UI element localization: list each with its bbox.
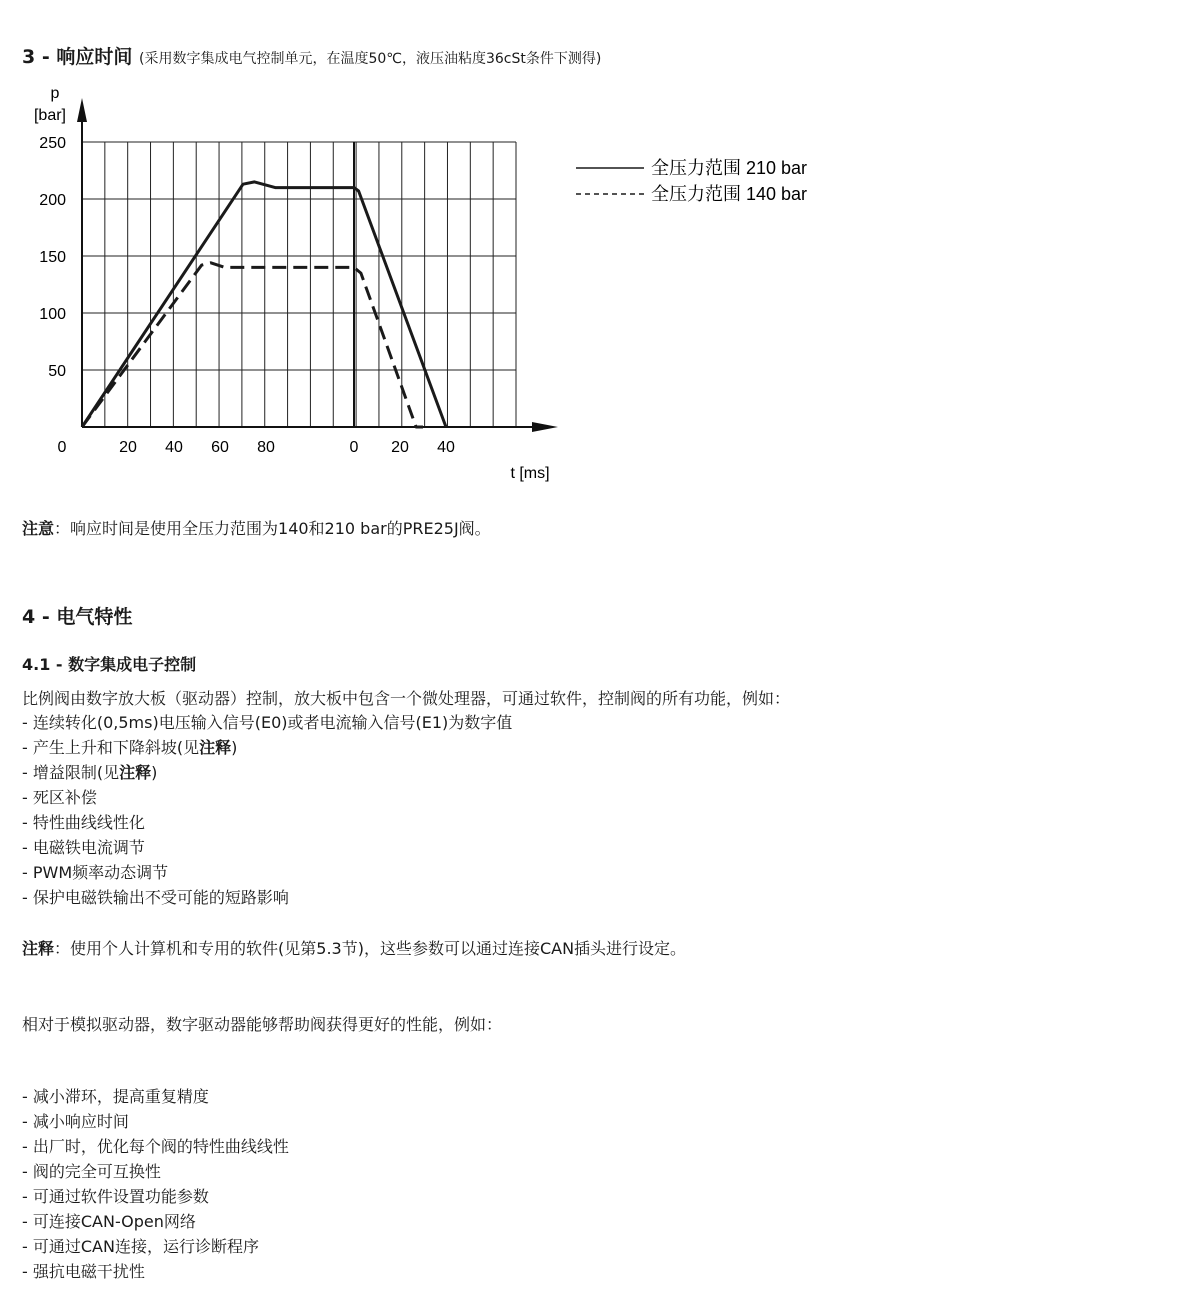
section-4-heading: 4 - 电气特性 xyxy=(22,606,133,628)
list-item: - 增益限制(见注释) xyxy=(22,763,158,782)
list-item: - 减小响应时间 xyxy=(22,1112,129,1131)
settings-note-text: ：使用个人计算机和专用的软件(见第5.3节)，这些参数可以通过连接CAN插头进行设定。 xyxy=(54,939,687,958)
section-3-title: 响应时间 xyxy=(56,46,133,68)
list-item: - 可通过软件设置功能参数 xyxy=(22,1187,209,1206)
section-3-number: 3 - xyxy=(22,46,50,68)
x-axis-label: t [ms] xyxy=(510,465,550,482)
x-tick-label: 60 xyxy=(211,439,229,456)
series-140-bar-line xyxy=(82,263,423,427)
y-tick-label: 150 xyxy=(39,249,66,266)
y-axis-label: p xyxy=(50,85,60,102)
chart-grid xyxy=(82,142,516,427)
response-time-chart xyxy=(0,80,860,500)
list-item: - PWM频率动态调节 xyxy=(22,863,169,882)
chart-legend xyxy=(576,158,807,204)
list-item: - 死区补偿 xyxy=(22,788,97,807)
chart-axes xyxy=(34,85,558,482)
x-tick-label: 20 xyxy=(391,439,409,456)
settings-note xyxy=(22,936,686,959)
response-time-note xyxy=(22,516,491,539)
list-item: - 减小滞环，提高重复精度 xyxy=(22,1087,209,1106)
x-axis-arrow xyxy=(532,422,558,432)
legend-label: 全压力范围 210 bar xyxy=(651,158,808,178)
see-note-link: 注释 xyxy=(119,763,152,782)
list-item: - 电磁铁电流调节 xyxy=(22,838,145,857)
y-tick-label: 0 xyxy=(57,439,67,456)
y-tick-label: 200 xyxy=(39,192,66,209)
note-label: 注意 xyxy=(22,519,55,538)
list-item: - 出厂时，优化每个阀的特性曲线线性 xyxy=(22,1137,289,1156)
list-item: - 强抗电磁干扰性 xyxy=(22,1262,145,1281)
list-item: - 特性曲线线性化 xyxy=(22,813,145,832)
see-note-link: 注释 xyxy=(199,738,232,757)
y-tick-label: 100 xyxy=(39,306,66,323)
list-item: - 可通过CAN连接，运行诊断程序 xyxy=(22,1237,259,1256)
note-text: ：响应时间是使用全压力范围为140和210 bar的PRE25J阀。 xyxy=(54,519,491,538)
section-4-intro: 比例阀由数字放大板（驱动器）控制，放大板中包含一个微处理器，可通过软件，控制阀的所有功能，例如： xyxy=(22,689,791,708)
x-tick-label: 40 xyxy=(437,439,455,456)
list-item: - 保护电磁铁输出不受可能的短路影响 xyxy=(22,888,289,907)
y-tick-label: 250 xyxy=(39,135,66,152)
series-210-bar-line xyxy=(82,182,446,427)
list-item: - 连续转化(0,5ms)电压输入信号(E0)或者电流输入信号(E1)为数字值 xyxy=(22,713,513,732)
chart-series xyxy=(82,182,446,427)
x-tick-label: 40 xyxy=(165,439,183,456)
section-3-subtitle: (采用数字集成电气控制单元，在温度50℃，液压油粘度36cSt条件下测得) xyxy=(139,51,602,67)
x-tick-label: 0 xyxy=(349,439,359,456)
list-item: - 产生上升和下降斜坡(见注释) xyxy=(22,738,238,757)
section-4-1-heading: 4.1 - 数字集成电子控制 xyxy=(22,655,197,674)
settings-note-label: 注释 xyxy=(22,939,55,958)
y-tick-label: 50 xyxy=(48,363,66,380)
list-item: - 阀的完全可互换性 xyxy=(22,1162,161,1181)
list-item: - 可连接CAN-Open网络 xyxy=(22,1212,196,1231)
y-axis-unit: [bar] xyxy=(33,107,67,124)
x-tick-label: 20 xyxy=(119,439,137,456)
comparison-text: 相对于模拟驱动器，数字驱动器能够帮助阀获得更好的性能，例如： xyxy=(22,1015,503,1034)
y-axis-arrow xyxy=(77,98,87,122)
section-3-heading xyxy=(22,42,601,69)
legend-label: 全压力范围 140 bar xyxy=(651,184,808,204)
x-tick-label: 80 xyxy=(257,439,275,456)
feature-list xyxy=(22,710,512,910)
benefit-list xyxy=(22,1084,289,1284)
